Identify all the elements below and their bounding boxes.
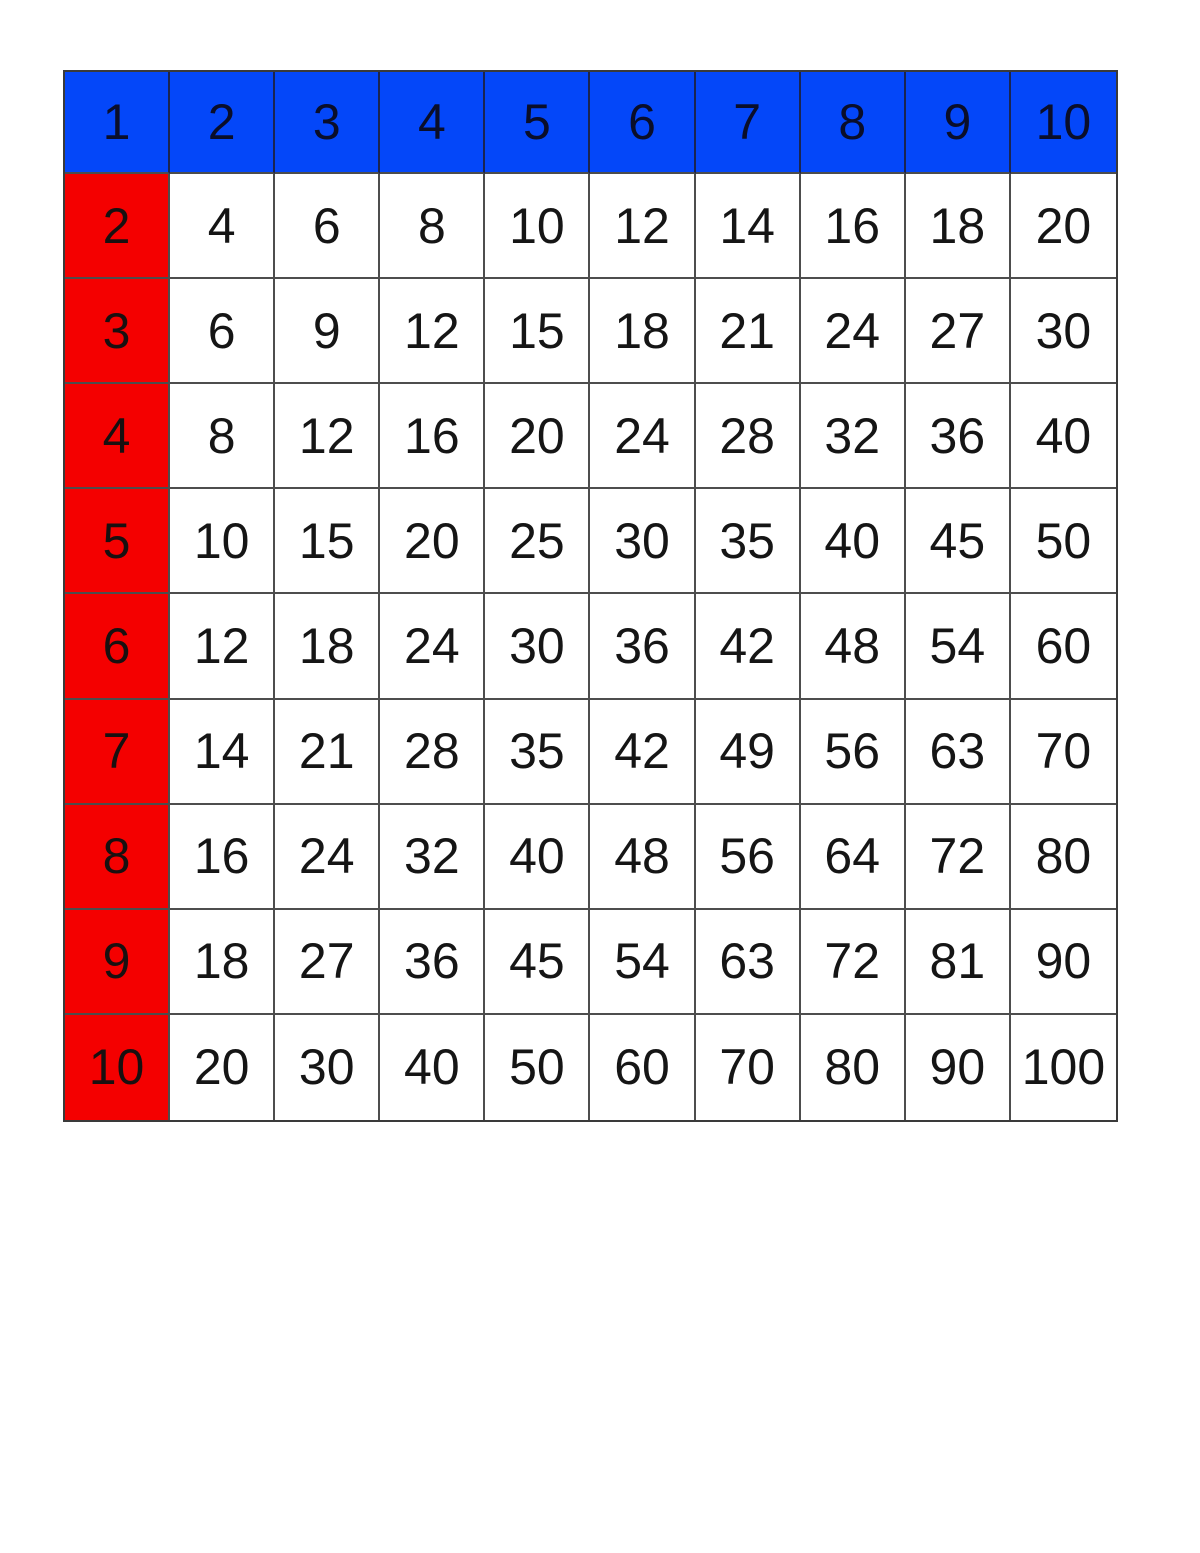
product-cell: 6 xyxy=(170,279,275,384)
product-cell: 4 xyxy=(170,174,275,279)
product-cell: 21 xyxy=(696,279,801,384)
product-cell: 28 xyxy=(696,384,801,489)
product-cell: 28 xyxy=(380,700,485,805)
product-cell: 8 xyxy=(170,384,275,489)
product-cell: 42 xyxy=(696,594,801,699)
product-cell: 30 xyxy=(275,1015,380,1120)
product-cell: 50 xyxy=(1011,489,1116,594)
product-cell: 63 xyxy=(906,700,1011,805)
product-cell: 20 xyxy=(170,1015,275,1120)
header-cell: 6 xyxy=(590,72,695,174)
multiplication-table xyxy=(63,70,1118,1122)
row-label-cell: 7 xyxy=(65,700,170,805)
product-cell: 24 xyxy=(590,384,695,489)
product-cell: 16 xyxy=(380,384,485,489)
header-cell: 4 xyxy=(380,72,485,174)
row-label-cell: 10 xyxy=(65,1015,170,1120)
product-cell: 48 xyxy=(801,594,906,699)
product-cell: 10 xyxy=(485,174,590,279)
product-cell: 35 xyxy=(696,489,801,594)
product-cell: 45 xyxy=(485,910,590,1015)
product-cell: 6 xyxy=(275,174,380,279)
product-cell: 18 xyxy=(590,279,695,384)
product-cell: 80 xyxy=(1011,805,1116,910)
product-cell: 70 xyxy=(1011,700,1116,805)
header-cell: 7 xyxy=(696,72,801,174)
product-cell: 36 xyxy=(380,910,485,1015)
row-label-cell: 2 xyxy=(65,174,170,279)
product-cell: 64 xyxy=(801,805,906,910)
product-cell: 20 xyxy=(380,489,485,594)
product-cell: 24 xyxy=(275,805,380,910)
header-cell: 2 xyxy=(170,72,275,174)
product-cell: 15 xyxy=(275,489,380,594)
product-cell: 54 xyxy=(590,910,695,1015)
header-cell: 10 xyxy=(1011,72,1116,174)
product-cell: 100 xyxy=(1021,1039,1106,1096)
product-cell: 8 xyxy=(380,174,485,279)
product-cell: 30 xyxy=(590,489,695,594)
product-cell: 20 xyxy=(1011,174,1116,279)
product-cell: 10 xyxy=(170,489,275,594)
product-cell: 24 xyxy=(801,279,906,384)
product-cell: 16 xyxy=(170,805,275,910)
row-label-cell: 4 xyxy=(65,384,170,489)
product-cell: 48 xyxy=(590,805,695,910)
row-label-cell: 9 xyxy=(65,910,170,1015)
product-cell: 40 xyxy=(485,805,590,910)
product-cell: 72 xyxy=(906,805,1011,910)
product-cell: 72 xyxy=(801,910,906,1015)
product-cell: 80 xyxy=(801,1015,906,1120)
header-cell: 3 xyxy=(275,72,380,174)
product-cell: 12 xyxy=(275,384,380,489)
product-cell: 9 xyxy=(275,279,380,384)
product-cell: 56 xyxy=(696,805,801,910)
product-cell: 21 xyxy=(275,700,380,805)
row-label-cell: 3 xyxy=(65,279,170,384)
product-cell: 36 xyxy=(906,384,1011,489)
product-cell: 40 xyxy=(1011,384,1116,489)
product-cell: 27 xyxy=(275,910,380,1015)
product-cell: 90 xyxy=(906,1015,1011,1120)
product-cell: 90 xyxy=(1011,910,1116,1015)
product-cell: 12 xyxy=(380,279,485,384)
product-cell: 27 xyxy=(906,279,1011,384)
row-label-cell: 8 xyxy=(65,805,170,910)
product-cell: 36 xyxy=(590,594,695,699)
product-cell: 35 xyxy=(485,700,590,805)
product-cell: 30 xyxy=(1011,279,1116,384)
product-cell: 20 xyxy=(485,384,590,489)
product-cell: 60 xyxy=(1011,594,1116,699)
row-label-cell: 6 xyxy=(65,594,170,699)
product-cell: 18 xyxy=(170,910,275,1015)
product-cell: 70 xyxy=(696,1015,801,1120)
product-cell: 42 xyxy=(590,700,695,805)
product-cell: 40 xyxy=(380,1015,485,1120)
product-cell: 40 xyxy=(801,489,906,594)
product-cell: 24 xyxy=(380,594,485,699)
row-label-cell: 5 xyxy=(65,489,170,594)
product-cell: 49 xyxy=(696,700,801,805)
product-cell: 14 xyxy=(170,700,275,805)
product-cell: 30 xyxy=(485,594,590,699)
header-cell: 8 xyxy=(801,72,906,174)
product-cell: 54 xyxy=(906,594,1011,699)
product-cell: 50 xyxy=(485,1015,590,1120)
product-cell: 12 xyxy=(170,594,275,699)
product-cell: 32 xyxy=(801,384,906,489)
product-cell: 18 xyxy=(906,174,1011,279)
product-cell: 18 xyxy=(275,594,380,699)
product-cell: 60 xyxy=(590,1015,695,1120)
product-cell: 32 xyxy=(380,805,485,910)
product-cell: 81 xyxy=(906,910,1011,1015)
product-cell: 25 xyxy=(485,489,590,594)
product-cell: 12 xyxy=(590,174,695,279)
header-cell: 9 xyxy=(906,72,1011,174)
product-cell: 15 xyxy=(485,279,590,384)
product-cell: 56 xyxy=(801,700,906,805)
header-cell: 1 xyxy=(65,72,170,174)
product-cell: 45 xyxy=(906,489,1011,594)
header-cell: 5 xyxy=(485,72,590,174)
product-cell: 63 xyxy=(696,910,801,1015)
product-cell: 16 xyxy=(801,174,906,279)
product-cell: 14 xyxy=(696,174,801,279)
